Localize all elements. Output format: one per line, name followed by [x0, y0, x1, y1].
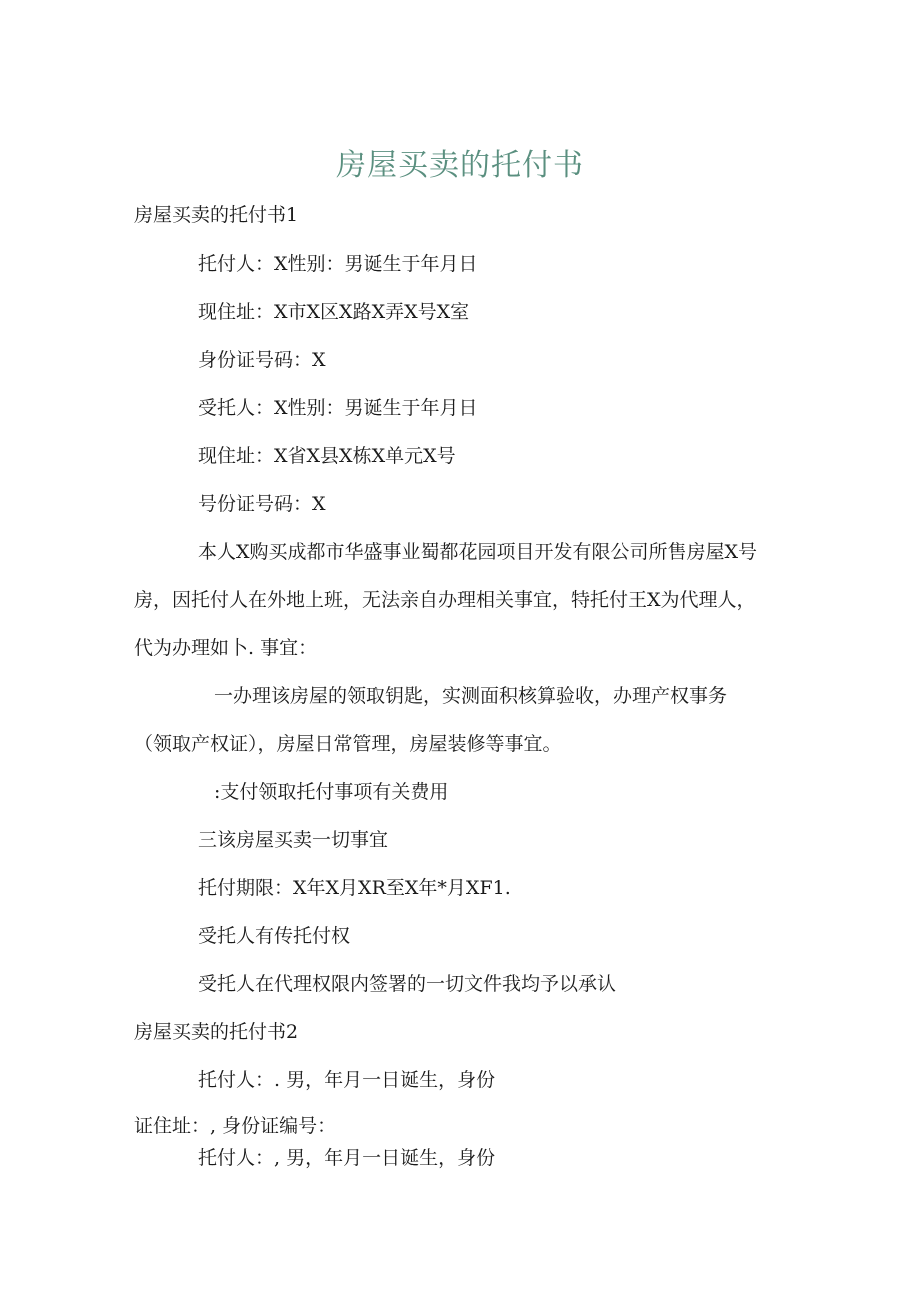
section1-heading: 房屋买卖的托付书1 [134, 204, 299, 226]
entrustor-address: 现住址：X市X区X路X弄X号X室 [198, 301, 470, 323]
document-title: 房屋买卖的托付书 [336, 148, 584, 183]
section2-heading: 房屋买卖的托付书2 [134, 1021, 299, 1043]
paragraph-line-2: 房，因托付人在外地上班，无法亲自办理相关事宜，特托付王X为代理人， [134, 589, 756, 611]
item1-line-2: （领取产权证），房屋日常管理，房屋装修等事宜。 [134, 733, 562, 755]
acknowledge-line: 受托人在代理权限内签署的一切文件我均予以承认 [198, 973, 617, 995]
item3: 三该房屋买卖一切事宜 [198, 829, 389, 851]
paragraph-line-3: 代为办理如卜. 事宜： [134, 637, 318, 659]
item2: :支付领取托付事项有关费用 [214, 781, 449, 803]
section2-entrustor-line-3: 托付人：, 男，年月一日诞生，身份 [198, 1147, 496, 1169]
entrustor-id: 身份证号码：X [198, 349, 326, 371]
entrustor-line: 托付人：X性别：男诞生于年月日 [198, 253, 478, 275]
period-line: 托付期限：X年X月XR至X年*月XF1. [198, 877, 511, 899]
no-transfer-line: 受托人有传托付权 [198, 925, 351, 947]
item1-line-1: 一办理该房屋的领取钥匙，实测面积核算验收，办理产权事务 [214, 685, 728, 707]
section2-entrustor-line-1: 托付人：. 男，年月一日诞生，身份 [198, 1069, 496, 1091]
paragraph-line-1: 本人X购买成都市华盛事业蜀都花园项目开发有限公司所售房屋X号 [198, 541, 758, 563]
trustee-id: 号份证号码：X [198, 493, 326, 515]
trustee-line: 受托人：X性别：男诞生于年月日 [198, 397, 478, 419]
section2-entrustor-line-2: 证住址：, 身份证编号： [134, 1115, 337, 1137]
trustee-address: 现住址：X省X县X栋X单元X号 [198, 445, 456, 467]
